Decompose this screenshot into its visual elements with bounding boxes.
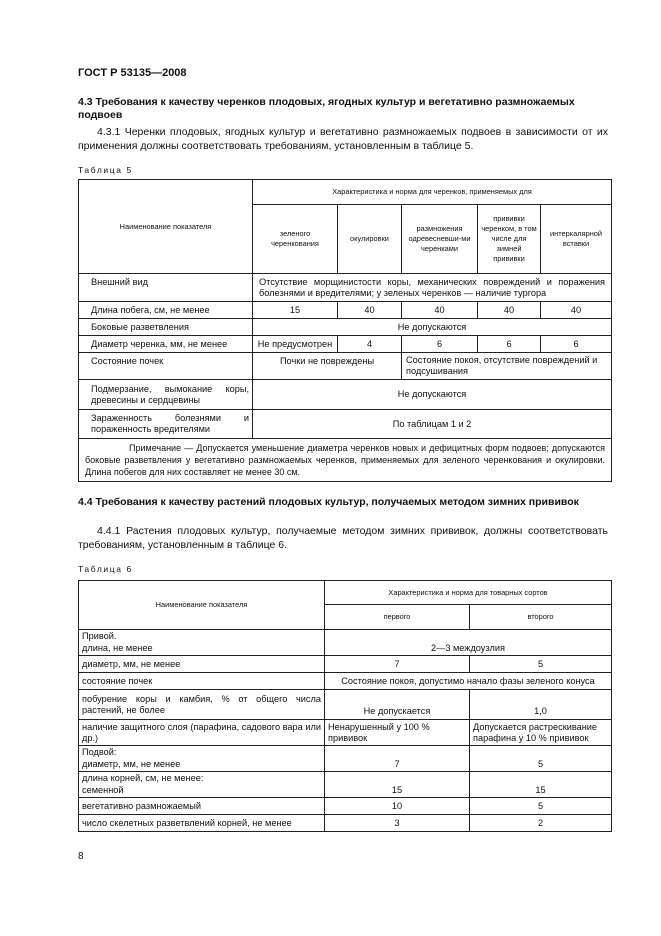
t6-cell: 1,0 bbox=[470, 690, 612, 720]
t5-cell: 40 bbox=[478, 302, 541, 319]
t6-row-seed-label: семенной bbox=[79, 785, 325, 798]
t6-row-vegetative-label: вегетативно размножаемый bbox=[79, 798, 325, 815]
t6-row-buds-value: Состояние покоя, допустимо начало фазы зеленого конуса bbox=[325, 673, 612, 690]
section-4-4-paragraph: 4.4.1 Растения плодовых культур, получаемые методом зимних прививок, должны соответствовать требованиям, установленным в таблице 6. bbox=[78, 525, 608, 551]
t5-col-group: Характеристика и норма для черенков, применяемых для bbox=[253, 180, 612, 205]
t6-row-root-length-label: длина корней, см, не менее: bbox=[79, 772, 325, 785]
t6-cell: 15 bbox=[470, 785, 612, 798]
t6-row-root-diameter-label: диаметр, мм, не менее bbox=[79, 759, 325, 772]
t6-col-indicator: Наименование показателя bbox=[79, 581, 325, 630]
t6-col-first: первого bbox=[325, 605, 470, 630]
t6-cell: 3 bbox=[325, 815, 470, 832]
t5-row-buds-value-2: Состояние покоя, отсутствие повреждений и подсушивания bbox=[402, 353, 612, 380]
t5-row-length-label: Длина побега, см, не менее bbox=[79, 302, 253, 319]
table-5 bbox=[78, 179, 612, 482]
t6-cell: 5 bbox=[470, 656, 612, 673]
t5-cell: 40 bbox=[402, 302, 478, 319]
t5-note: Примечание — Допускается уменьшение диаметра черенков новых и дефицитных форм подвоев; допускаются боковые разветвления у вегетативно размножаемых черенков, применяемых для зеленого черенкования и окулировки. Длина побегов для них составляет не менее 30 см. bbox=[79, 439, 612, 482]
t6-row-coating-label: наличие защитного слоя (парафина, садового вара или др.) bbox=[79, 720, 325, 746]
t5-col-hardwood: размножения одревесневши-ми черенками bbox=[402, 205, 478, 274]
t6-empty bbox=[470, 746, 612, 759]
t5-cell: 6 bbox=[478, 336, 541, 353]
section-4-3-title: 4.3 Требования к качеству черенков плодовых, ягодных культур и вегетативно размножаемых подвоев bbox=[78, 96, 575, 121]
t6-col-group: Характеристика и норма для товарных сортов bbox=[325, 581, 612, 605]
t6-scion-heading: Привой. bbox=[79, 630, 325, 643]
t5-row-appearance-value: Отсутствие морщинистости коры, механических повреждений и поражения болезнями и вредителями; у зеленых черенков — наличие тургора bbox=[253, 274, 612, 302]
t6-row-scion-diameter-label: диаметр, мм, не менее bbox=[79, 656, 325, 673]
t5-row-disease-label: Зараженность болезнями и пораженность вредителями bbox=[79, 410, 253, 439]
t5-cell: 40 bbox=[541, 302, 612, 319]
t5-row-diameter-label: Диаметр черенка, мм, не менее bbox=[79, 336, 253, 353]
t6-empty bbox=[470, 772, 612, 785]
t6-cell: Ненарушенный у 100 % прививок bbox=[325, 720, 470, 746]
t6-cell: 15 bbox=[325, 785, 470, 798]
t5-row-disease-value: По таблицам 1 и 2 bbox=[253, 410, 612, 439]
t5-col-interstock: интеркалярной вставки bbox=[541, 205, 612, 274]
t6-row-scion-length-value: 2—3 междоузлия bbox=[325, 643, 612, 656]
t5-cell: 40 bbox=[338, 302, 402, 319]
t6-cell: 7 bbox=[325, 759, 470, 772]
section-4-3-paragraph: 4.3.1 Черенки плодовых, ягодных культур и вегетативно размножаемых подвоев в зависимости от их применения должны соответствовать требованиям, установленным в таблице 5. bbox=[78, 126, 608, 152]
t5-row-buds-value-1: Почки не повреждены bbox=[253, 353, 402, 380]
t5-cell: 6 bbox=[402, 336, 478, 353]
t6-col-second: второго bbox=[470, 605, 612, 630]
t5-cell: 15 bbox=[253, 302, 338, 319]
t6-row-scion-length-label: длина, не менее bbox=[79, 643, 325, 656]
t5-cell: 4 bbox=[338, 336, 402, 353]
t6-empty bbox=[325, 772, 470, 785]
document-header: ГОСТ Р 53135—2008 bbox=[78, 67, 187, 79]
t5-row-branching-value: Не допускаются bbox=[253, 319, 612, 336]
t5-col-grafting: прививки черенком, в том числе для зимней прививки bbox=[478, 205, 541, 274]
t6-row-buds-label: состояние почек bbox=[79, 673, 325, 690]
t6-cell: 5 bbox=[470, 798, 612, 815]
t6-cell: 10 bbox=[325, 798, 470, 815]
t6-empty bbox=[325, 746, 470, 759]
page-number: 8 bbox=[78, 851, 84, 862]
t5-row-frost-value: Не допускаются bbox=[253, 380, 612, 410]
t5-row-buds-label: Состояние почек bbox=[79, 353, 253, 380]
t6-cell: Не допускается bbox=[325, 690, 470, 720]
t6-empty bbox=[325, 630, 612, 643]
t6-cell: 2 bbox=[470, 815, 612, 832]
table-5-caption: Таблица 5 bbox=[78, 165, 133, 175]
table-6-caption: Таблица 6 bbox=[78, 564, 133, 574]
t6-row-browning-label: побурение коры и камбия, % от общего числа растений, не более bbox=[79, 690, 325, 720]
t6-cell: 5 bbox=[470, 759, 612, 772]
t6-row-skeletal-label: число скелетных разветвлений корней, не менее bbox=[79, 815, 325, 832]
t5-cell: Не предусмотрен bbox=[253, 336, 338, 353]
t5-row-branching-label: Боковые разветвления bbox=[79, 319, 253, 336]
t5-row-appearance-label: Внешний вид bbox=[79, 274, 253, 302]
t5-cell: 6 bbox=[541, 336, 612, 353]
t6-cell: Допускается растрескивание парафина у 10 % прививок bbox=[470, 720, 612, 746]
t5-col-green: зеленого черенкования bbox=[253, 205, 338, 274]
t5-row-frost-label: Подмерзание, вымокание коры, древесины и сердцевины bbox=[79, 380, 253, 410]
table-6 bbox=[78, 580, 612, 832]
t6-rootstock-heading: Подвой: bbox=[79, 746, 325, 759]
t6-cell: 7 bbox=[325, 656, 470, 673]
t5-col-budding: окулировки bbox=[338, 205, 402, 274]
section-4-4-title: 4.4 Требования к качеству растений плодовых культур, получаемых методом зимних прививок bbox=[78, 496, 579, 508]
t5-col-indicator: Наименование показателя bbox=[79, 180, 253, 274]
